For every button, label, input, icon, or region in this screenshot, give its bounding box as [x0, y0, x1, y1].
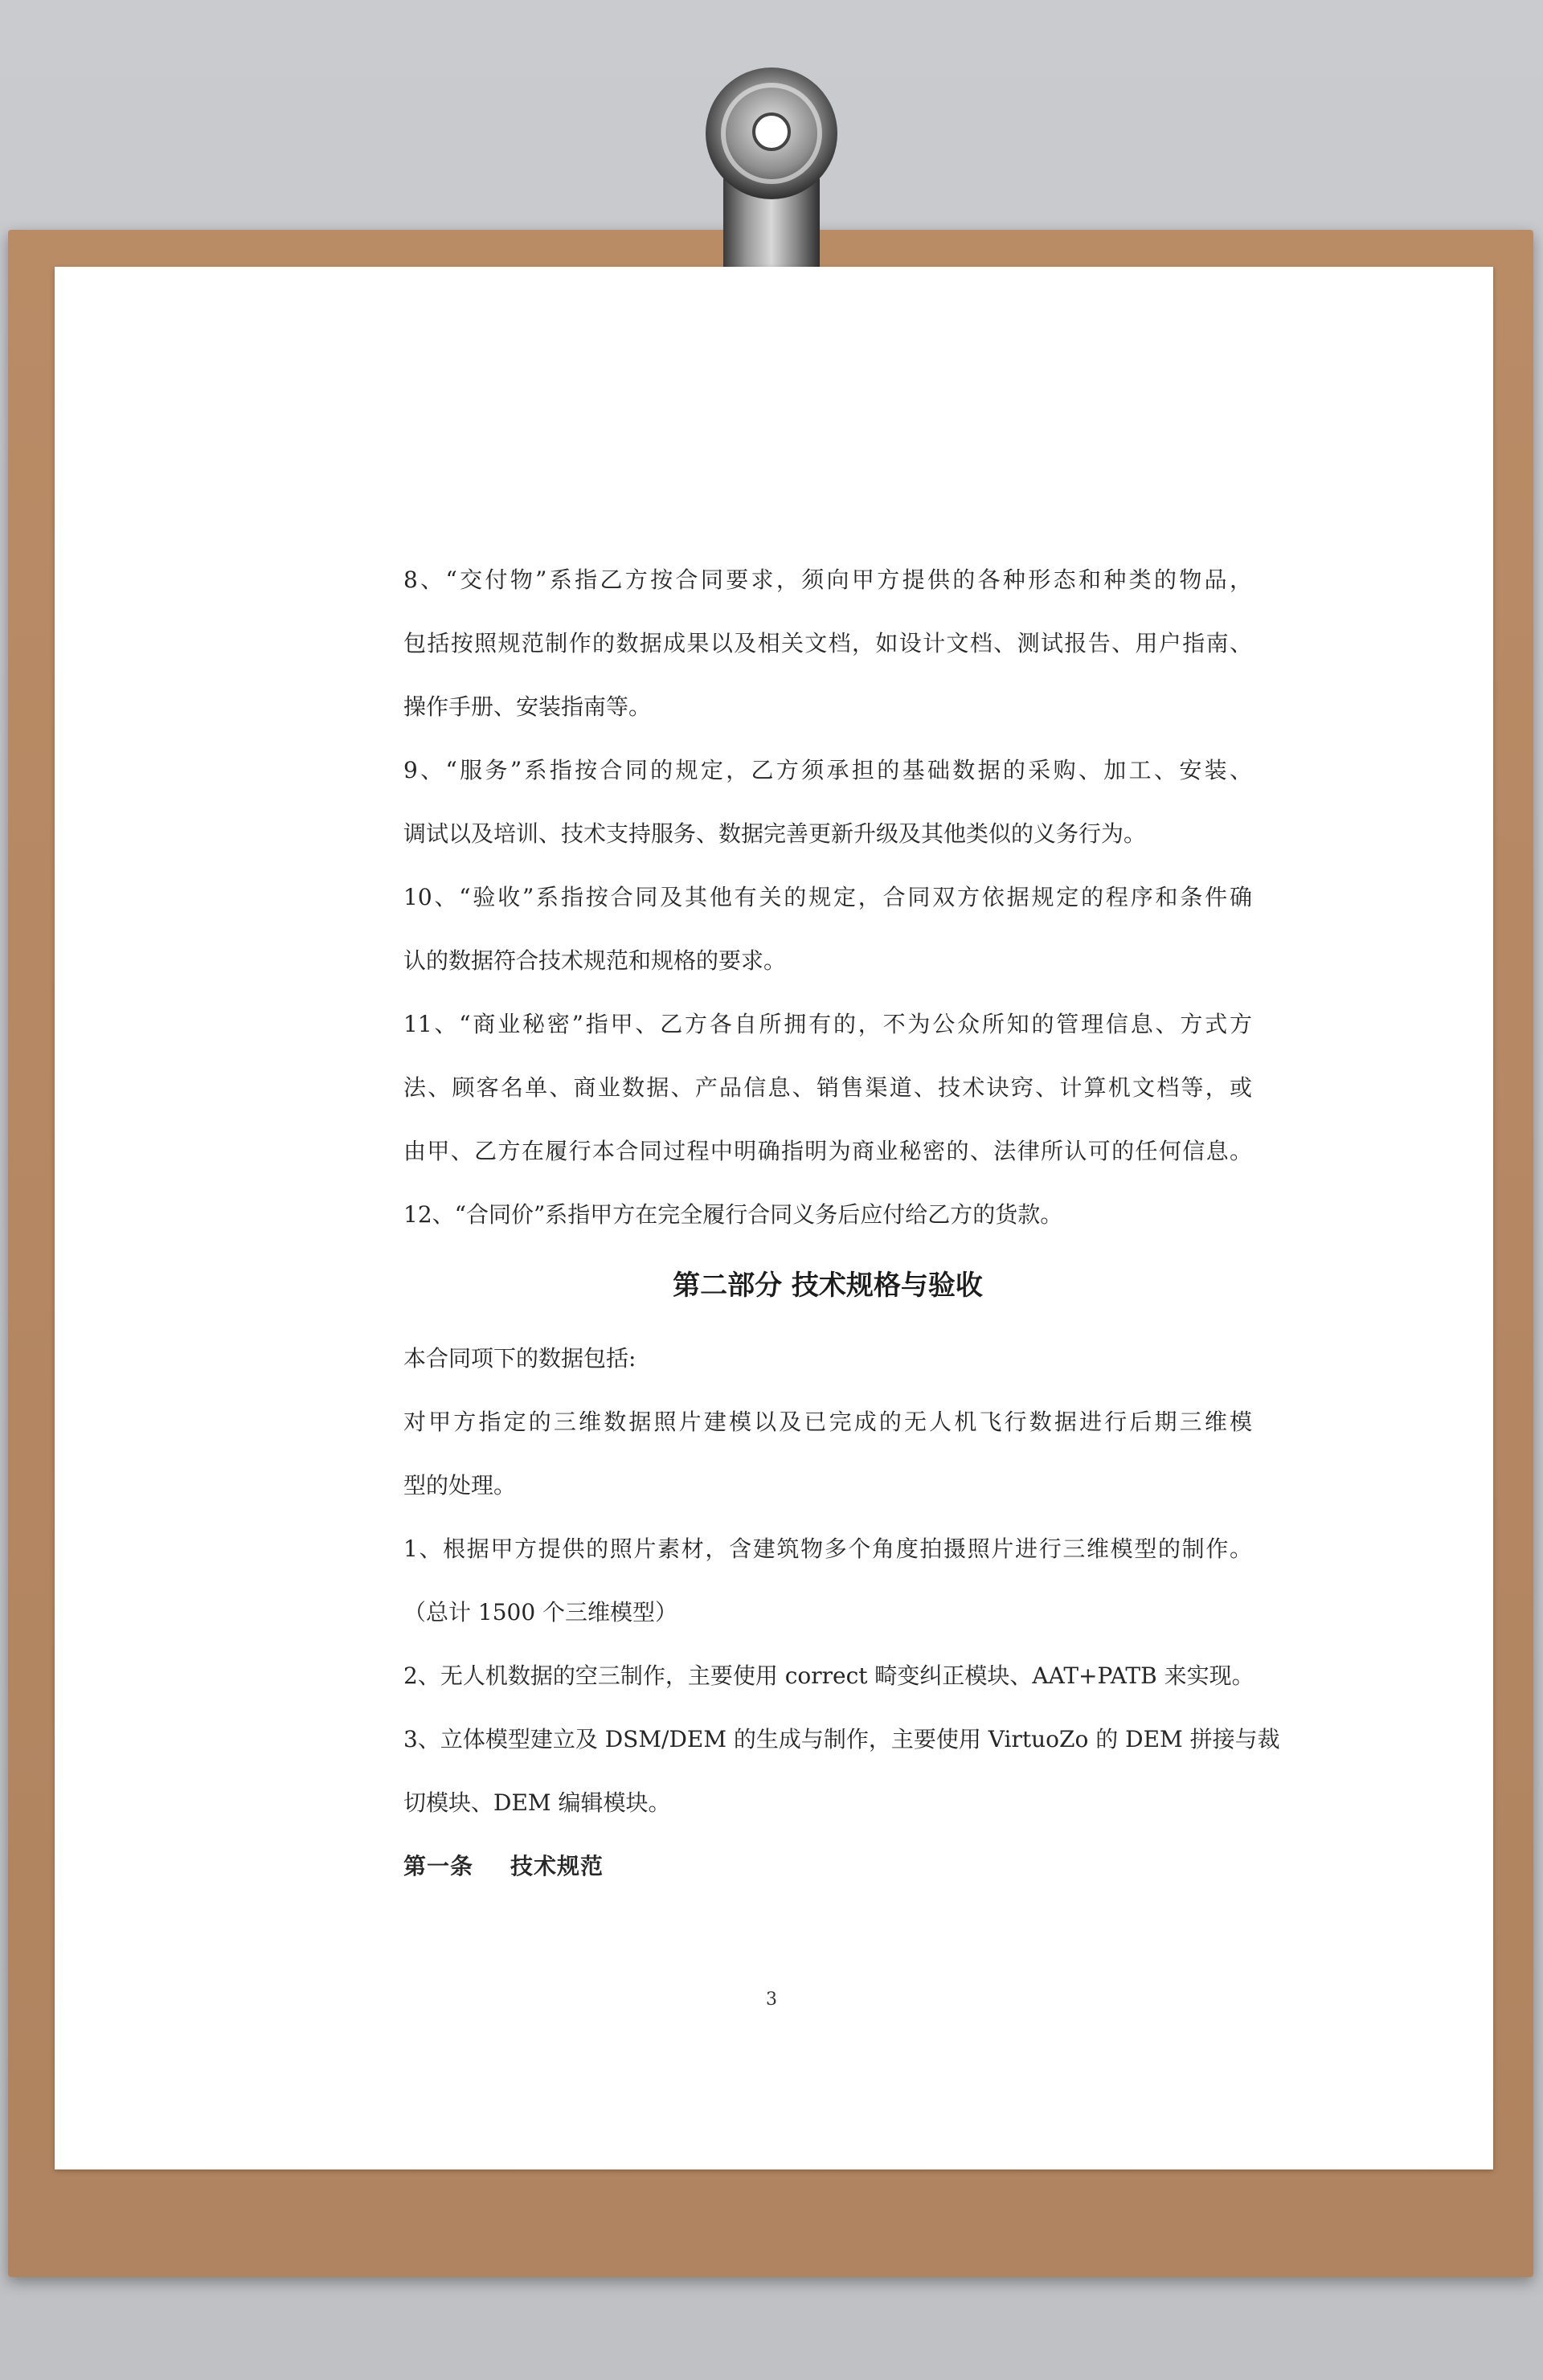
paragraph-line: 调试以及培训、技术支持服务、数据完善更新升级及其他类似的义务行为。 — [403, 820, 1147, 847]
body-line: 2、无人机数据的空三制作，主要使用 correct 畸变纠正模块、AAT+PATB 来实现。 — [403, 1662, 1254, 1689]
paragraph-line: 认的数据符合技术规范和规格的要求。 — [403, 947, 787, 974]
paragraph-line: 12、“合同价”系指甲方在完全履行合同义务后应付给乙方的货款。 — [403, 1201, 1063, 1228]
body-line: 3、立体模型建立及 DSM/DEM 的生成与制作，主要使用 VirtuoZo 的 DEM 拼接与裁 — [403, 1726, 1280, 1752]
paper-sheet — [55, 267, 1493, 2169]
paragraph-line: 10、“验收”系指按合同及其他有关的规定，合同双方依据规定的程序和条件确 — [403, 884, 1252, 910]
section-heading: 第二部分 技术规格与验收 — [673, 1270, 983, 1302]
paragraph-line: 11、“商业秘密”指甲、乙方各自所拥有的，不为公众所知的管理信息、方式方 — [403, 1011, 1252, 1037]
paragraph-line: 8、“交付物”系指乙方按合同要求，须向甲方提供的各种形态和种类的物品， — [403, 566, 1252, 593]
body-line: 1、根据甲方提供的照片素材，含建筑物多个角度拍摄照片进行三维模型的制作。 — [403, 1536, 1252, 1562]
article-number: 第一条 — [403, 1853, 474, 1879]
body-line: 型的处理。 — [403, 1472, 517, 1499]
body-line: 切模块、DEM 编辑模块。 — [403, 1789, 671, 1816]
paragraph-line: 法、顾客名单、商业数据、产品信息、销售渠道、技术诀窍、计算机文档等，或 — [403, 1074, 1252, 1101]
paragraph-line: 由甲、乙方在履行本合同过程中明确指明为商业秘密的、法律所认可的任何信息。 — [403, 1138, 1252, 1164]
article-heading — [403, 1850, 604, 1883]
paragraph-line: 9、“服务”系指按合同的规定，乙方须承担的基础数据的采购、加工、安装、 — [403, 757, 1252, 783]
body-line: 对甲方指定的三维数据照片建模以及已完成的无人机飞行数据进行后期三维模 — [403, 1409, 1252, 1435]
paragraph-line: 操作手册、安装指南等。 — [403, 693, 652, 720]
body-line: （总计 1500 个三维模型） — [403, 1599, 678, 1626]
article-title: 技术规范 — [510, 1853, 604, 1879]
body-line: 本合同项下的数据包括: — [403, 1345, 636, 1372]
paragraph-line: 包括按照规范制作的数据成果以及相关文档，如设计文档、测试报告、用户指南、 — [403, 630, 1252, 656]
page-number: 3 — [766, 1989, 777, 2010]
